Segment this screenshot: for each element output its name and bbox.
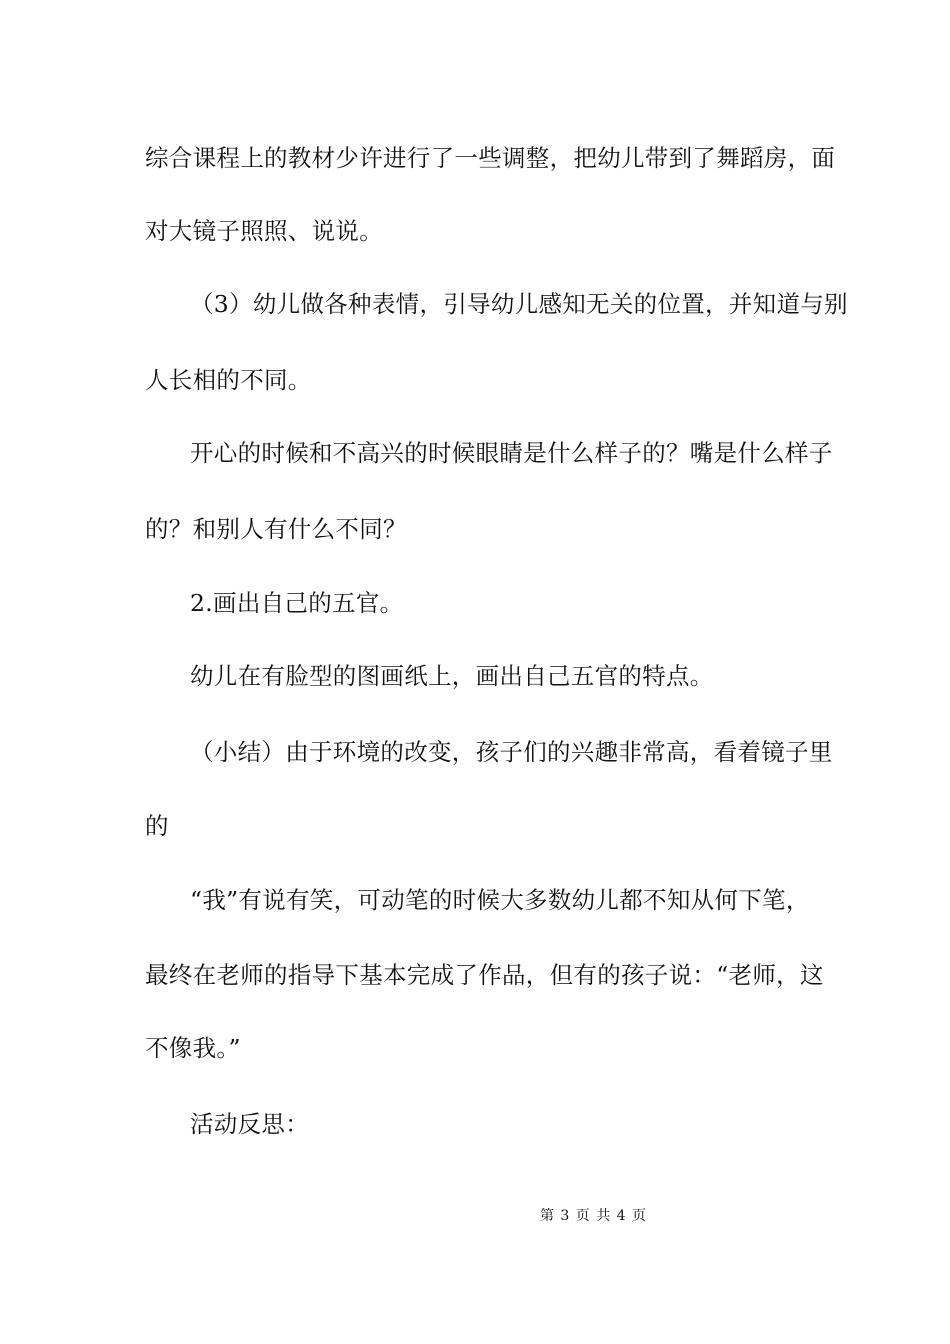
body-text-line: 综合课程上的教材少许进行了一些调整，把幼儿带到了舞蹈房，面 <box>145 144 836 172</box>
body-text-line: （3）幼儿做各种表情，引导幼儿感知无关的位置，并知道与别 <box>190 290 848 318</box>
body-text-line: “我”有说有笑，可动笔的时候大多数幼儿都不知从何下笔， <box>190 886 810 914</box>
body-text-line: 最终在老师的指导下基本完成了作品，但有的孩子说：“老师，这 <box>145 961 824 989</box>
body-text-line: 的？和别人有什么不同？ <box>145 515 407 543</box>
section-heading: 活动反思： <box>190 1110 309 1138</box>
body-text-line: 对大镜子照照、说说。 <box>145 217 383 245</box>
body-text-line: 人长相的不同。 <box>145 366 312 394</box>
body-text-line: 的 <box>145 812 169 840</box>
body-text-line: 幼儿在有脸型的图画纸上，画出自己五官的特点。 <box>190 662 714 690</box>
body-text-line: 不像我。” <box>145 1034 241 1062</box>
body-text-line: 开心的时候和不高兴的时候眼睛是什么样子的？嘴是什么样子 <box>190 439 833 467</box>
body-text-line: （小结）由于环境的改变，孩子们的兴趣非常高，看着镜子里 <box>190 738 833 766</box>
page-footer: 第 3 页 共 4 页 <box>539 1208 647 1224</box>
section-heading: 2.画出自己的五官。 <box>190 589 404 617</box>
